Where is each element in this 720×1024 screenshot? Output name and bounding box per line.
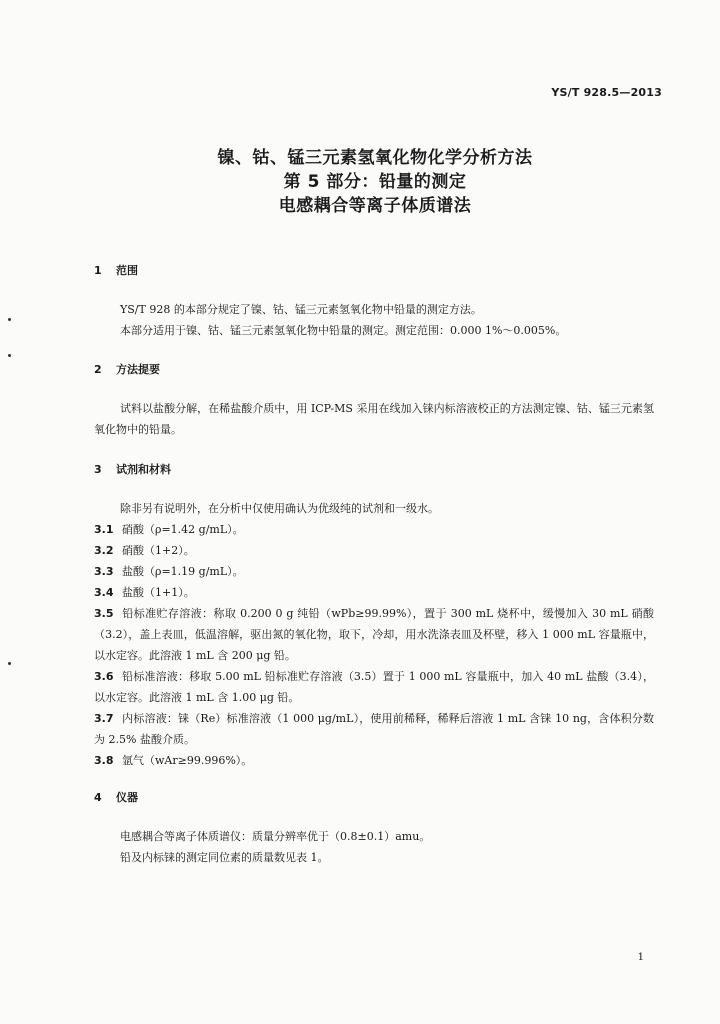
- section-2-paragraph: 试料以盐酸分解，在稀盐酸介质中，用 ICP-MS 采用在线加入铼内标溶液校正的方法测定镍、钴、锰三元素氢氧化物中的铅量。: [94, 402, 654, 436]
- reagent-item-number: 3.2: [94, 544, 114, 557]
- section-2-number: 2: [94, 363, 102, 376]
- reagent-item: [94, 708, 654, 750]
- reagent-item-text: 内标溶液：铼（Re）标准溶液（1 000 μg/mL），使用前稀释，稀释后溶液 1 mL 含铼 10 ng，含体积分数为 2.5% 盐酸介质。: [94, 712, 654, 746]
- section-1-title: 范围: [116, 264, 138, 277]
- reagent-item: [94, 582, 654, 603]
- page-number: 1: [637, 952, 644, 963]
- reagent-item-number: 3.3: [94, 565, 114, 578]
- section-4-paragraph-1: 电感耦合等离子体质谱仪：质量分辨率优于（0.8±0.1）amu。: [120, 830, 431, 843]
- reagent-item: [94, 666, 654, 708]
- title-line-3: 电感耦合等离子体质谱法: [278, 196, 472, 216]
- reagent-item-number: 3.5: [94, 607, 114, 620]
- reagent-item-text: 铅标准溶液：移取 5.00 mL 铅标准贮存溶液（3.5）置于 1 000 mL 容量瓶中，加入 40 mL 盐酸（3.4），以水定容。此溶液 1 mL 含 1.00 μg 铅。: [94, 670, 654, 704]
- section-4-paragraph-2: 铅及内标铼的测定同位素的质量数见表 1。: [120, 851, 329, 864]
- section-4-heading: [94, 790, 138, 806]
- reagent-item: [94, 750, 654, 771]
- reagent-item-number: 3.1: [94, 523, 114, 536]
- section-4-number: 4: [94, 791, 102, 804]
- reagent-item-number: 3.7: [94, 712, 114, 725]
- title-line-1: 镍、钴、锰三元素氢氧化物化学分析方法: [217, 148, 533, 168]
- section-2-heading: [94, 362, 160, 378]
- reagent-item-text: 盐酸（1+1）。: [122, 586, 195, 599]
- reagent-item: [94, 540, 654, 561]
- reagent-item: [94, 561, 654, 582]
- section-4-title: 仪器: [116, 791, 138, 804]
- reagent-item-text: 氩气（wAr≥99.996%）。: [122, 754, 253, 767]
- section-2-title: 方法提要: [116, 363, 160, 376]
- section-3-number: 3: [94, 463, 102, 476]
- section-3-intro: 除非另有说明外，在分析中仅使用确认为优级纯的试剂和一级水。: [120, 502, 439, 515]
- reagent-item: [94, 519, 654, 540]
- scan-speck: [8, 318, 11, 321]
- reagent-item-number: 3.8: [94, 754, 114, 767]
- scan-speck: [8, 354, 11, 357]
- section-1-heading: [94, 263, 138, 279]
- reagent-item-text: 硝酸（1+2）。: [122, 544, 195, 557]
- scan-speck: [8, 662, 11, 665]
- reagent-item-text: 盐酸（ρ=1.19 g/mL）。: [122, 565, 244, 578]
- section-1-number: 1: [94, 264, 102, 277]
- section-3-title: 试剂和材料: [116, 463, 171, 476]
- section-3-heading: [94, 462, 171, 478]
- section-1-paragraph-1: YS/T 928 的本部分规定了镍、钴、锰三元素氢氧化物中铅量的测定方法。: [120, 303, 482, 316]
- reagent-item-text: 硝酸（ρ=1.42 g/mL）。: [122, 523, 244, 536]
- section-1-paragraph-2: 本部分适用于镍、钴、锰三元素氢氧化物中铅量的测定。测定范围：0.000 1%～0.005%。: [120, 324, 567, 337]
- reagent-item: [94, 603, 654, 666]
- standard-code: YS/T 928.5—2013: [551, 86, 662, 99]
- reagent-item-text: 铅标准贮存溶液：称取 0.200 0 g 纯铅（wPb≥99.99%），置于 300 mL 烧杯中，缓慢加入 30 mL 硝酸（3.2），盖上表皿，低温溶解，驱出氮的氧化物，取下，冷却，用水洗涤表皿及杯壁，移入 1 000 mL 容量瓶中，以水定容。此溶液 1 mL 含 200 μg 铅。: [94, 607, 654, 662]
- title-line-2: 第 5 部分：铅量的测定: [283, 172, 467, 192]
- document-title: [0, 146, 720, 218]
- reagent-item-number: 3.6: [94, 670, 114, 683]
- reagent-item-number: 3.4: [94, 586, 114, 599]
